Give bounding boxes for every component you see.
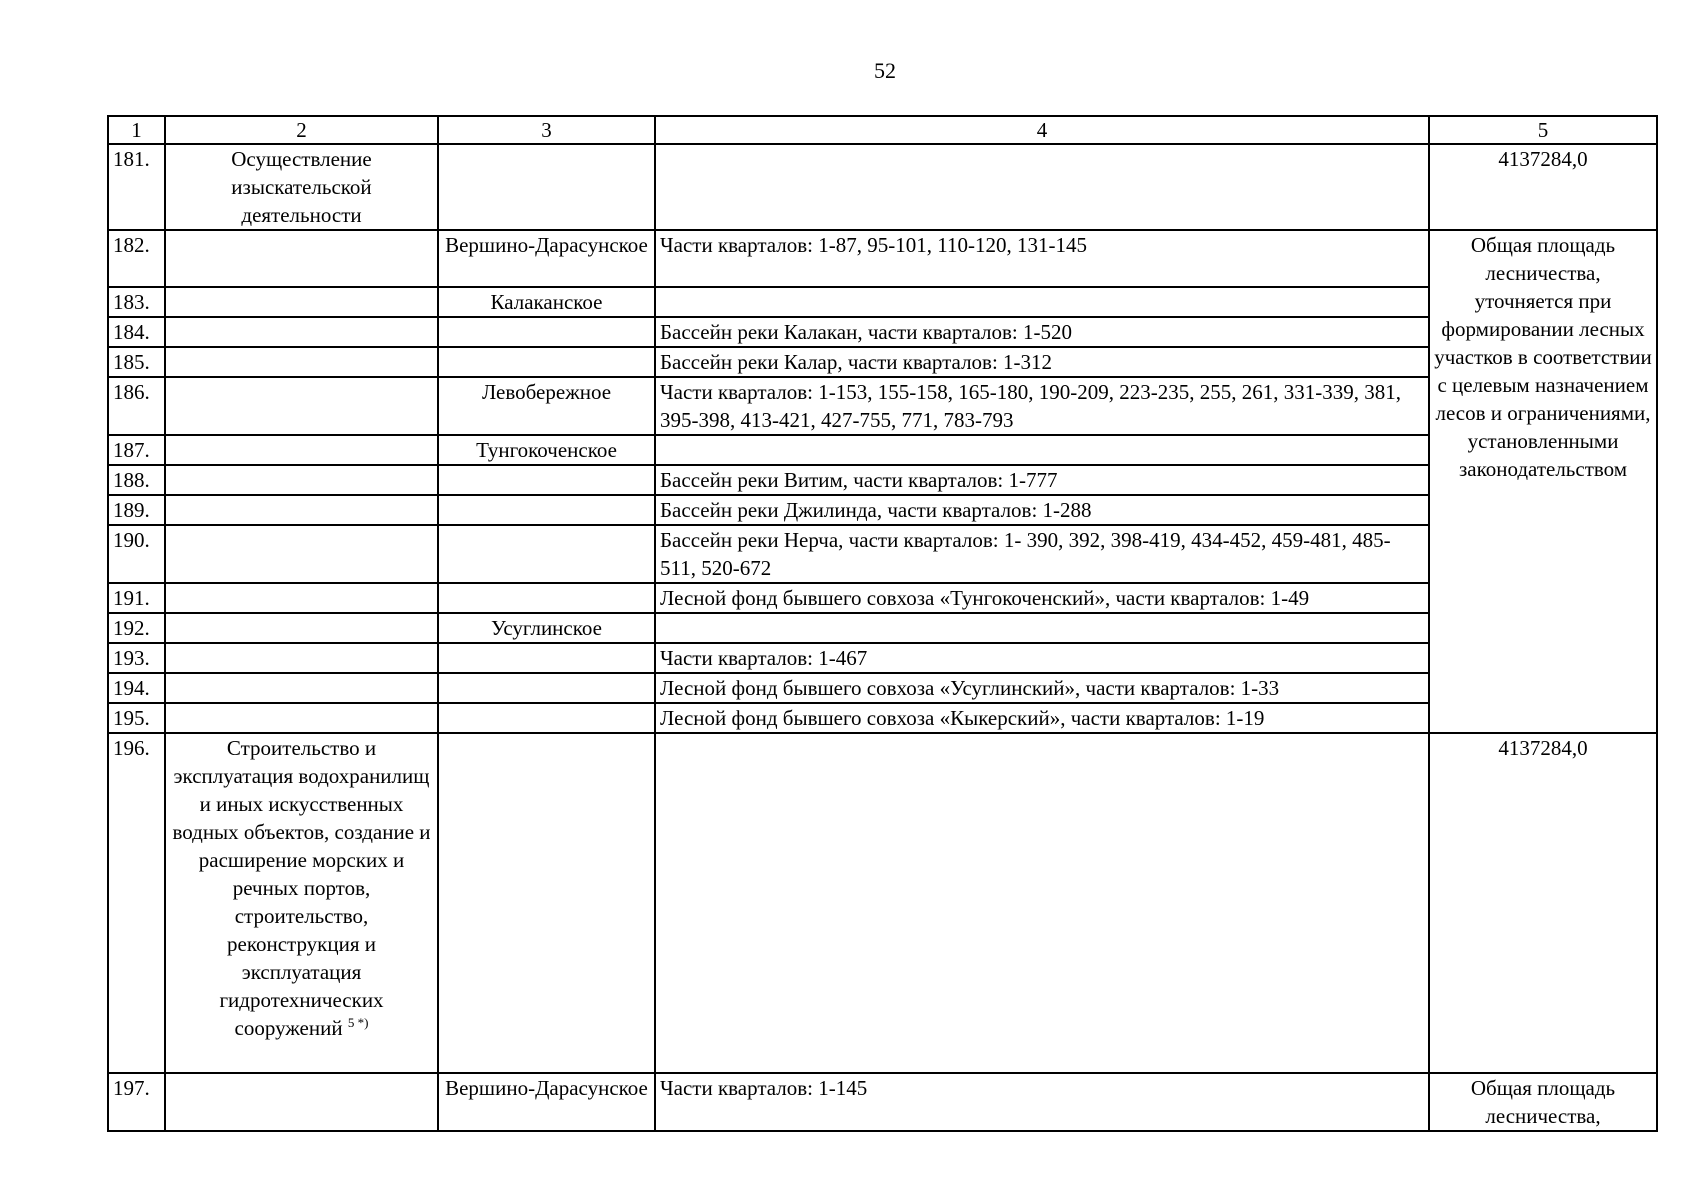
table-row <box>108 465 1657 495</box>
row-number: 194. <box>108 673 165 703</box>
forestry-cell <box>438 673 655 703</box>
parts-cell <box>655 733 1429 1073</box>
activity-cell <box>165 495 438 525</box>
forestry-cell <box>438 465 655 495</box>
activity-cell <box>165 733 438 1073</box>
activity-cell <box>165 1073 438 1131</box>
activity-cell <box>165 230 438 287</box>
parts-cell <box>655 613 1429 643</box>
forestry-cell <box>438 144 655 230</box>
row-number: 184. <box>108 317 165 347</box>
activity-cell <box>165 435 438 465</box>
table-row <box>108 583 1657 613</box>
row-number: 186. <box>108 377 165 435</box>
area-cell: 4137284,0 <box>1429 144 1657 230</box>
header-row <box>108 116 1657 144</box>
row-number: 191. <box>108 583 165 613</box>
forestry-cell <box>438 495 655 525</box>
parts-cell: Бассейн реки Витим, части кварталов: 1-777 <box>655 465 1429 495</box>
table-row <box>108 703 1657 733</box>
parts-cell: Лесной фонд бывшего совхоза «Кыкерский», части кварталов: 1-19 <box>655 703 1429 733</box>
activity-cell <box>165 287 438 317</box>
activity-cell <box>165 673 438 703</box>
activity-cell <box>165 525 438 583</box>
forestry-cell <box>438 525 655 583</box>
forestry-cell <box>438 643 655 673</box>
table-row <box>108 317 1657 347</box>
forestry-cell: Вершино-Дарасунское <box>438 230 655 287</box>
header-col-2: 2 <box>165 116 438 144</box>
activity-text: Строительство и эксплуатация водохранилищ и иных искусственных водных объектов, создание и расширение морских и речных портов, строительство, реконструкция и эксплуатация гидротехнических сооружений <box>172 736 431 1040</box>
row-number: 190. <box>108 525 165 583</box>
forestry-cell <box>438 733 655 1073</box>
row-number: 193. <box>108 643 165 673</box>
page-number: 52 <box>874 58 896 83</box>
parts-cell: Бассейн реки Нерча, части кварталов: 1- 390, 392, 398-419, 434-452, 459-481, 485-511, 520-672 <box>655 525 1429 583</box>
table-row <box>108 643 1657 673</box>
table-row <box>108 673 1657 703</box>
forestry-cell: Тунгокоченское <box>438 435 655 465</box>
area-note-cell: Общая площадь лесничества, <box>1429 1073 1657 1131</box>
parts-cell: Части кварталов: 1-467 <box>655 643 1429 673</box>
activity-cell <box>165 643 438 673</box>
activity-cell <box>165 465 438 495</box>
activity-cell <box>165 377 438 435</box>
area-note-cell: Общая площадь лесничества, уточняется при формировании лесных участков в соответствии с целевым назначением лесов и ограничениями, установленными законодательством <box>1429 230 1657 733</box>
forestry-cell: Левобережное <box>438 377 655 435</box>
forestry-cell: Калаканское <box>438 287 655 317</box>
parts-cell: Лесной фонд бывшего совхоза «Тунгокоченский», части кварталов: 1-49 <box>655 583 1429 613</box>
parts-cell: Части кварталов: 1-87, 95-101, 110-120, 131-145 <box>655 230 1429 287</box>
activity-cell <box>165 317 438 347</box>
activity-cell <box>165 703 438 733</box>
parts-cell: Бассейн реки Калакан, части кварталов: 1-520 <box>655 317 1429 347</box>
row-number: 197. <box>108 1073 165 1131</box>
forestry-cell <box>438 703 655 733</box>
table-row <box>108 230 1657 287</box>
parts-cell: Лесной фонд бывшего совхоза «Усуглинский», части кварталов: 1-33 <box>655 673 1429 703</box>
forestry-cell: Вершино-Дарасунское <box>438 1073 655 1131</box>
parts-cell: Части кварталов: 1-153, 155-158, 165-180, 190-209, 223-235, 255, 261, 331-339, 381, 395-398, 413-421, 427-755, 771, 783-793 <box>655 377 1429 435</box>
forestry-table <box>107 115 1658 1132</box>
table-row <box>108 435 1657 465</box>
header-col-3: 3 <box>438 116 655 144</box>
table-row <box>108 377 1657 435</box>
table-row <box>108 144 1657 230</box>
row-number: 187. <box>108 435 165 465</box>
footnote-mark: 5 *) <box>347 1015 369 1030</box>
parts-cell: Бассейн реки Джилинда, части кварталов: 1-288 <box>655 495 1429 525</box>
forestry-cell: Усуглинское <box>438 613 655 643</box>
parts-cell: Части кварталов: 1-145 <box>655 1073 1429 1131</box>
forestry-cell <box>438 347 655 377</box>
parts-cell <box>655 144 1429 230</box>
activity-cell <box>165 583 438 613</box>
activity-cell <box>165 347 438 377</box>
row-number: 181. <box>108 144 165 230</box>
row-number: 185. <box>108 347 165 377</box>
table-row <box>108 613 1657 643</box>
header-col-5: 5 <box>1429 116 1657 144</box>
forestry-cell <box>438 583 655 613</box>
header-col-4: 4 <box>655 116 1429 144</box>
parts-cell <box>655 287 1429 317</box>
activity-cell: Осуществление изыскательской деятельности <box>165 144 438 230</box>
parts-cell <box>655 435 1429 465</box>
table-row <box>108 495 1657 525</box>
row-number: 195. <box>108 703 165 733</box>
table-row <box>108 287 1657 317</box>
table-row <box>108 347 1657 377</box>
row-number: 182. <box>108 230 165 287</box>
parts-cell: Бассейн реки Калар, части кварталов: 1-312 <box>655 347 1429 377</box>
row-number: 192. <box>108 613 165 643</box>
table-row <box>108 733 1657 1073</box>
row-number: 188. <box>108 465 165 495</box>
header-col-1: 1 <box>108 116 165 144</box>
activity-cell <box>165 613 438 643</box>
row-number: 183. <box>108 287 165 317</box>
row-number: 196. <box>108 733 165 1073</box>
area-cell: 4137284,0 <box>1429 733 1657 1073</box>
forestry-cell <box>438 317 655 347</box>
table-row <box>108 525 1657 583</box>
row-number: 189. <box>108 495 165 525</box>
table-row <box>108 1073 1657 1131</box>
